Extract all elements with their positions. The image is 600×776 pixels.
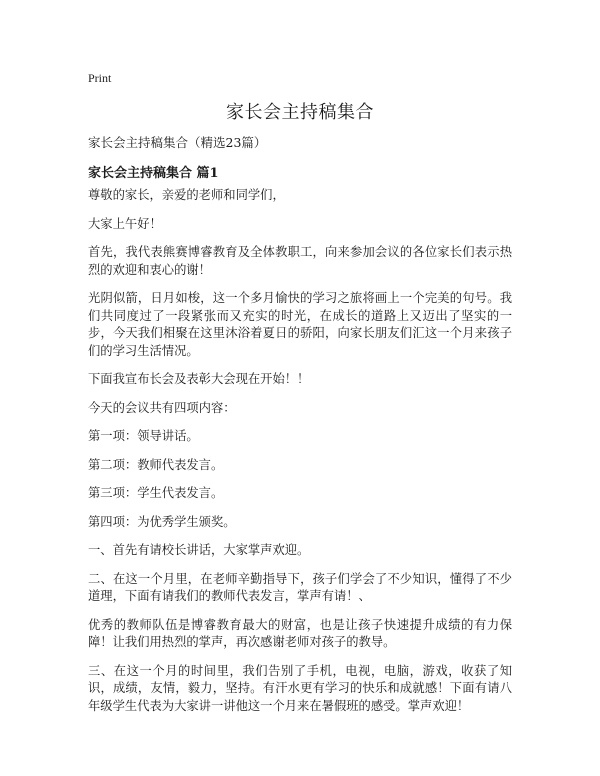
- document-title: 家长会主持稿集合: [226, 102, 374, 123]
- body-text: [88, 187, 512, 726]
- paragraph: 今天的会议共有四项内容：: [88, 400, 236, 415]
- document-subtitle: 家长会主持稿集合（精选23篇）: [88, 135, 267, 150]
- paragraph: 三、在这一个月的时间里，我们告别了手机，电视，电脑，游戏，收获了知识，成绩，友情，毅力，坚持。有汗水更有学习的快乐和成就感！下面有请八年级学生代表为大家讲一讲他这一个月来在暑假班的感受。掌声欢迎！: [88, 663, 512, 713]
- paragraph: 第三项：学生代表发言。: [88, 486, 224, 500]
- paragraph: 二、在这一个月里，在老师辛勤指导下，孩子们学会了不少知识，懂得了不少道理，下面有请我们的教师代表发言，掌声有请！、: [88, 571, 512, 603]
- paragraph: 第二项：教师代表发言。: [88, 457, 224, 472]
- paragraph: 首先，我代表熊赛博睿教育及全体教职工，向来参加会议的各位家长们表示热烈的欢迎和衷心的谢！: [88, 245, 512, 277]
- paragraph: 第四项：为优秀学生颁奖。: [88, 514, 236, 529]
- paragraph: 下面我宣布长会及表彰大会现在开始！！: [88, 372, 310, 386]
- paragraph: 一、首先有请校长讲话，大家掌声欢迎。: [88, 543, 310, 557]
- paragraph: 尊敬的家长，亲爱的老师和同学们，: [88, 188, 285, 202]
- paragraph: 大家上午好！: [88, 216, 162, 231]
- section-heading: 家长会主持稿集合 篇1: [88, 166, 219, 181]
- paragraph: 优秀的教师队伍是博睿教育最大的财富，也是让孩子快速提升成绩的有力保障！让我们用热烈的掌声，再次感谢老师对孩子的教导。: [88, 617, 512, 649]
- paragraph: 光阴似箭，日月如梭，这一个多月愉快的学习之旅将画上一个完美的句号。我们共同度过了一段紧张而又充实的时光，在成长的道路上又迈出了坚实的一步，今天我们相聚在这里沐浴着夏日的骄阳，向家长朋友们汇这一个月来孩子们的学习生活情况。: [88, 291, 512, 358]
- paragraph: 第一项：领导讲话。: [88, 429, 199, 443]
- print-link[interactable]: Print: [88, 71, 112, 85]
